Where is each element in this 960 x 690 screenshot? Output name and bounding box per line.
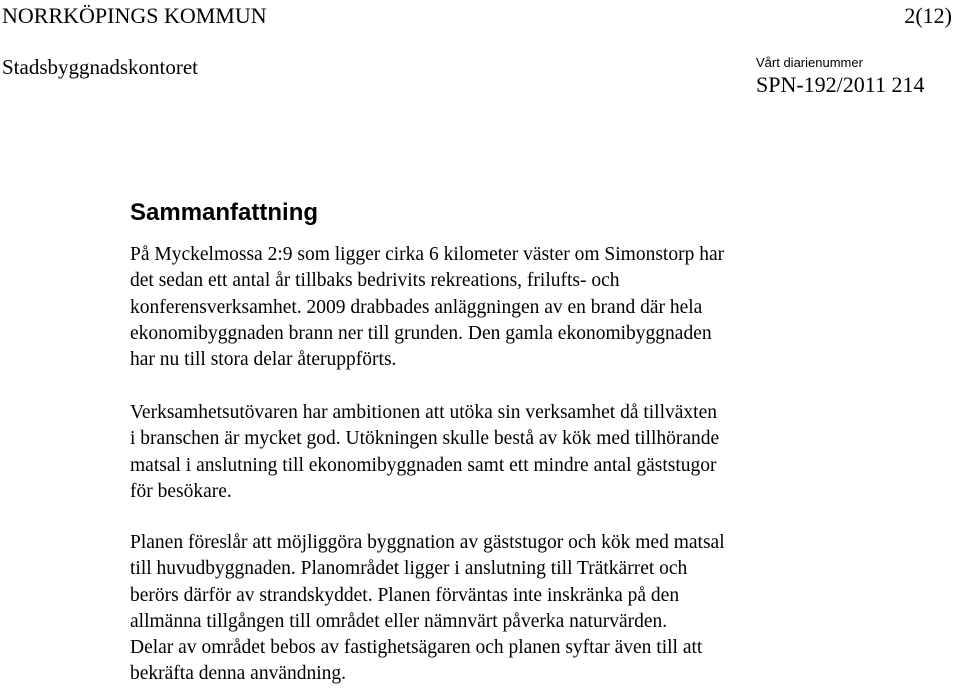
- reference-number: SPN-192/2011 214: [756, 72, 925, 97]
- department-name: Stadsbyggnadskontoret: [2, 55, 198, 79]
- page-number: 2(12): [904, 3, 952, 28]
- text-line: På Myckelmossa 2:9 som ligger cirka 6 kilometer väster om Simonstorp har: [130, 244, 725, 265]
- text-line: Delar av området bebos av fastighetsägaren och planen syftar även till att: [130, 637, 703, 659]
- paragraph-3: [130, 530, 890, 688]
- text-line: för besökare.: [130, 480, 232, 502]
- text-line: Planen föreslår att möjliggöra byggnation av gäststugor och kök med matsal: [130, 532, 725, 553]
- text-line: det sedan ett antal år tillbaks bedrivits rekreations, frilufts- och: [130, 270, 620, 292]
- text-line: till huvudbyggnaden. Planområdet ligger i anslutning till Trätkärret och: [130, 558, 688, 580]
- text-line: har nu till stora delar återuppförts.: [130, 349, 397, 371]
- organization-name: NORRKÖPINGS KOMMUN: [2, 3, 267, 28]
- text-line: ekonomibyggnaden brann ner till grunden. Den gamla ekonomibyggnaden: [130, 322, 712, 344]
- reference-label: Vårt diarienummer: [756, 55, 863, 70]
- paragraph-2: [130, 400, 890, 505]
- section-title: Sammanfattning: [130, 199, 319, 226]
- text-line: berörs därför av strandskyddet. Planen förväntas inte inskränka på den: [130, 584, 680, 606]
- text-line: bekräfta denna användning.: [130, 663, 347, 685]
- text-line: allmänna tillgången till området eller nämnvärt påverka naturvärden.: [130, 610, 668, 632]
- text-line: i branschen är mycket god. Utökningen skulle bestå av kök med tillhörande: [130, 428, 720, 450]
- text-line: konferensverksamhet. 2009 drabbades anläggningen av en brand där hela: [130, 296, 703, 318]
- paragraph-1: [130, 242, 890, 373]
- text-line: Verksamhetsutövaren har ambitionen att utöka sin verksamhet då tillväxten: [130, 402, 717, 423]
- text-line: matsal i anslutning till ekonomibyggnaden samt ett mindre antal gäststugor: [130, 454, 717, 476]
